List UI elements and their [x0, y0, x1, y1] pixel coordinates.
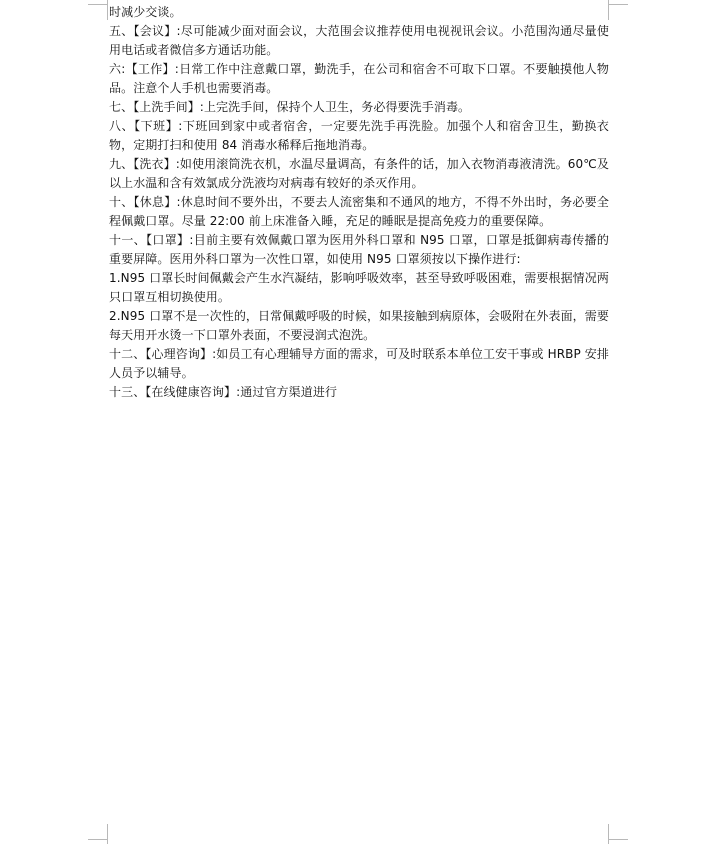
paragraph-counseling: 十二、【心理咨询】:如员工有心理辅导方面的需求，可及时联系本单位工安干事或 HRBP 安排人员予以辅导。	[109, 347, 609, 380]
document-body	[109, 3, 609, 402]
crop-mark-bottom-right-h	[608, 839, 628, 840]
crop-mark-top-left-h	[88, 4, 108, 5]
paragraph-laundry: 九、【洗衣】:如使用滚筒洗衣机，水温尽量调高，有条件的话，加入衣物消毒液清洗。60℃及以上水温和含有效氯成分洗液均对病毒有较好的杀灭作用。	[109, 157, 609, 190]
crop-mark-bottom-left-h	[88, 839, 108, 840]
crop-mark-bottom-right-v	[608, 824, 609, 844]
paragraph-work: 六:【工作】:日常工作中注意戴口罩，勤洗手，在公司和宿舍不可取下口罩。不要触摸他人物品。注意个人手机也需要消毒。	[109, 62, 609, 95]
paragraph-continuation: 时减少交谈。	[109, 5, 182, 19]
crop-mark-top-left-v	[107, 0, 108, 20]
paragraph-online-health: 十三、【在线健康咨询】:通过官方渠道进行	[109, 385, 338, 399]
paragraph-mask: 十一、【口罩】:目前主要有效佩戴口罩为医用外科口罩和 N95 口罩，口罩是抵御病毒传播的重要屏障。医用外科口罩为一次性口罩，如使用 N95 口罩须按以下操作进行:	[109, 233, 609, 266]
crop-mark-bottom-left-v	[107, 824, 108, 844]
crop-mark-top-right-h	[608, 4, 628, 5]
paragraph-off-work: 八、【下班】:下班回到家中或者宿舍，一定要先洗手再洗脸。加强个人和宿舍卫生，勤换衣物，定期打扫和使用 84 消毒水稀释后拖地消毒。	[109, 119, 609, 152]
paragraph-rest: 十、【休息】:休息时间不要外出，不要去人流密集和不通风的地方，不得不外出时，务必要全程佩戴口罩。尽量 22:00 前上床准备入睡，充足的睡眠是提高免疫力的重要保障。	[109, 195, 609, 228]
paragraph-restroom: 七、【上洗手间】:上完洗手间，保持个人卫生，务必得要洗手消毒。	[109, 100, 471, 114]
paragraph-mask-note-1: 1.N95 口罩长时间佩戴会产生水汽凝结，影响呼吸效率，甚至导致呼吸困难，需要根据情况两只口罩互相切换使用。	[109, 271, 609, 304]
paragraph-meeting: 五、【会议】:尽可能减少面对面会议，大范围会议推荐使用电视视讯会议。小范围沟通尽量使用电话或者微信多方通话功能。	[109, 24, 609, 57]
paragraph-mask-note-2: 2.N95 口罩不是一次性的，日常佩戴呼吸的时候，如果接触到病原体，会吸附在外表面，需要每天用开水烫一下口罩外表面，不要浸润式泡洗。	[109, 309, 609, 342]
